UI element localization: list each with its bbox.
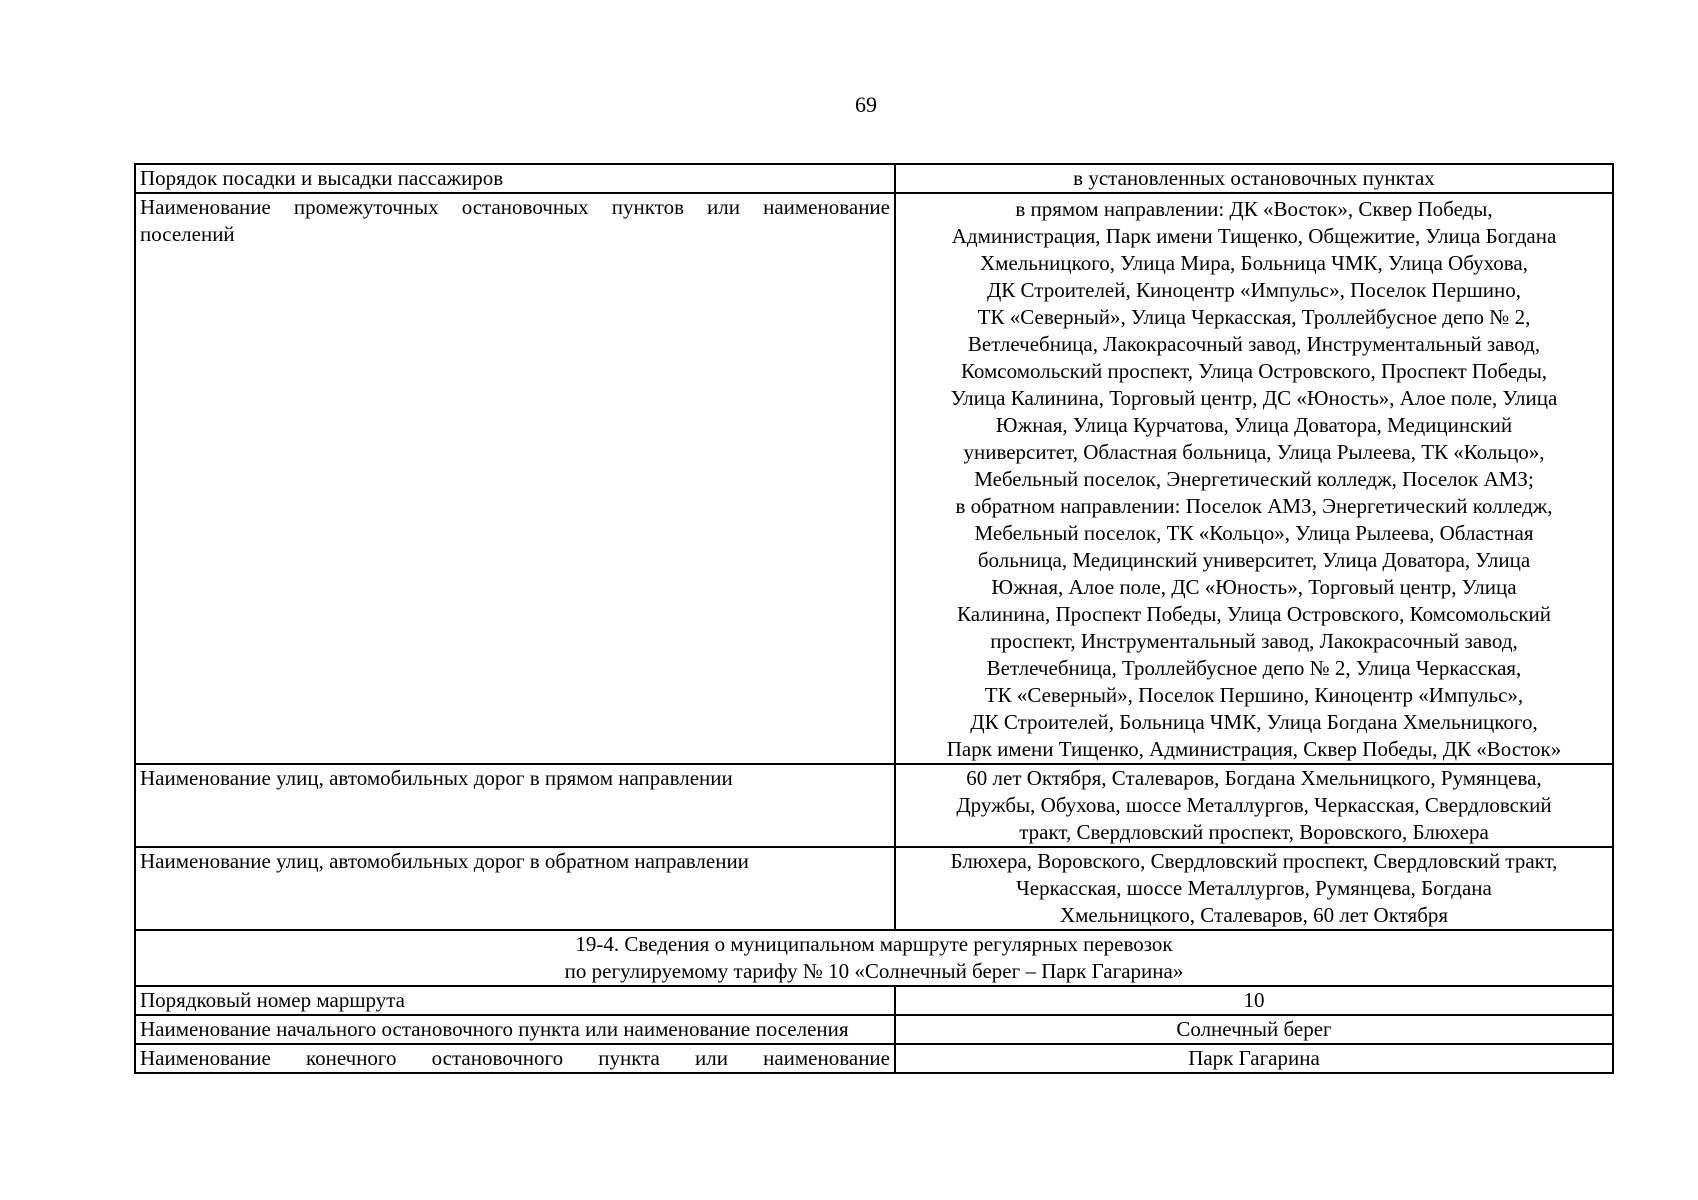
stops-line: Ветлечебница, Лакокрасочный завод, Инструментальный завод,: [967, 332, 1541, 356]
boarding-order-label: Порядок посадки и высадки пассажиров: [135, 164, 895, 193]
stops-line: Хмельницкого, Улица Мира, Больница ЧМК, Улица Обухова,: [980, 251, 1528, 275]
page-number: 69: [855, 92, 877, 117]
stops-line: Южная, Алое поле, ДС «Юность», Торговый центр, Улица: [991, 575, 1517, 599]
section-heading-line: 19-4. Сведения о муниципальном маршруте регулярных перевозок: [575, 932, 1173, 956]
stops-line: ТК «Северный», Улица Черкасская, Троллейбусное депо № 2,: [977, 305, 1531, 329]
stops-line: университет, Областная больница, Улица Рылеева, ТК «Кольцо»,: [963, 440, 1545, 464]
table-row: [135, 1044, 1613, 1073]
streets-forward-value: [895, 764, 1613, 847]
start-stop-label: Наименование начального остановочного пункта или наименование поселения: [135, 1015, 895, 1044]
stops-line: ТК «Северный», Поселок Першино, Киноцентр «Импульс»,: [984, 683, 1524, 707]
stops-line: в прямом направлении: ДК «Восток», Сквер Победы,: [1015, 197, 1493, 221]
table-row: [135, 193, 1613, 764]
stops-line: Мебельный поселок, Энергетический колледж, Поселок АМЗ;: [974, 467, 1534, 491]
streets-line: 60 лет Октября, Сталеваров, Богдана Хмельницкого, Румянцева,: [966, 766, 1542, 790]
table-row: [135, 1015, 1613, 1044]
table-row: [135, 930, 1613, 986]
start-stop-value: Солнечный берег: [895, 1015, 1613, 1044]
stops-line: больница, Медицинский университет, Улица Доватора, Улица: [977, 548, 1531, 572]
intermediate-stops-label: Наименование промежуточных остановочных пунктов или наименование поселений: [135, 193, 895, 764]
route-number-label: Порядковый номер маршрута: [135, 986, 895, 1015]
stops-line: Мебельный поселок, ТК «Кольцо», Улица Рылеева, Областная: [974, 521, 1534, 545]
streets-forward-label: Наименование улиц, автомобильных дорог в прямом направлении: [135, 764, 895, 847]
streets-backward-label: Наименование улиц, автомобильных дорог в обратном направлении: [135, 847, 895, 930]
route-number-value: 10: [895, 986, 1613, 1015]
stops-line: Калинина, Проспект Победы, Улица Островского, Комсомольский: [957, 602, 1551, 626]
streets-line: тракт, Свердловский проспект, Воровского, Блюхера: [1019, 820, 1489, 844]
streets-line: Хмельницкого, Сталеваров, 60 лет Октября: [1059, 903, 1449, 927]
stops-line: ДК Строителей, Киноцентр «Импульс», Поселок Першино,: [986, 278, 1522, 302]
intermediate-stops-value: [895, 193, 1613, 764]
stops-line: в обратном направлении: Поселок АМЗ, Энергетический колледж,: [955, 494, 1553, 518]
streets-line: Блюхера, Воровского, Свердловский проспект, Свердловский тракт,: [950, 849, 1558, 873]
boarding-order-value: в установленных остановочных пунктах: [895, 164, 1613, 193]
section-heading: [135, 930, 1613, 986]
stops-line: Ветлечебница, Троллейбусное депо № 2, Улица Черкасская,: [986, 656, 1522, 680]
streets-line: Дружбы, Обухова, шоссе Металлургов, Черкасская, Свердловский: [956, 793, 1552, 817]
route-info-table: [134, 163, 1614, 1074]
stops-line: Администрация, Парк имени Тищенко, Общежитие, Улица Богдана: [951, 224, 1557, 248]
stops-line: Парк имени Тищенко, Администрация, Сквер Победы, ДК «Восток»: [946, 737, 1562, 761]
table-row: [135, 164, 1613, 193]
table-row: [135, 847, 1613, 930]
streets-backward-value: [895, 847, 1613, 930]
stops-line: ДК Строителей, Больница ЧМК, Улица Богдана Хмельницкого,: [970, 710, 1538, 734]
section-heading-line: по регулируемому тарифу № 10 «Солнечный берег – Парк Гагарина»: [564, 959, 1184, 983]
table-row: [135, 986, 1613, 1015]
streets-line: Черкасская, шоссе Металлургов, Румянцева, Богдана: [1016, 876, 1492, 900]
stops-line: Комсомольский проспект, Улица Островского, Проспект Победы,: [960, 359, 1548, 383]
table-row: [135, 764, 1613, 847]
end-stop-label: Наименование конечного остановочного пункта или наименование: [135, 1044, 895, 1073]
stops-line: проспект, Инструментальный завод, Лакокрасочный завод,: [990, 629, 1518, 653]
stops-line: Улица Калинина, Торговый центр, ДС «Юность», Алое поле, Улица: [950, 386, 1558, 410]
stops-line: Южная, Улица Курчатова, Улица Доватора, Медицинский: [995, 413, 1513, 437]
end-stop-value: Парк Гагарина: [895, 1044, 1613, 1073]
